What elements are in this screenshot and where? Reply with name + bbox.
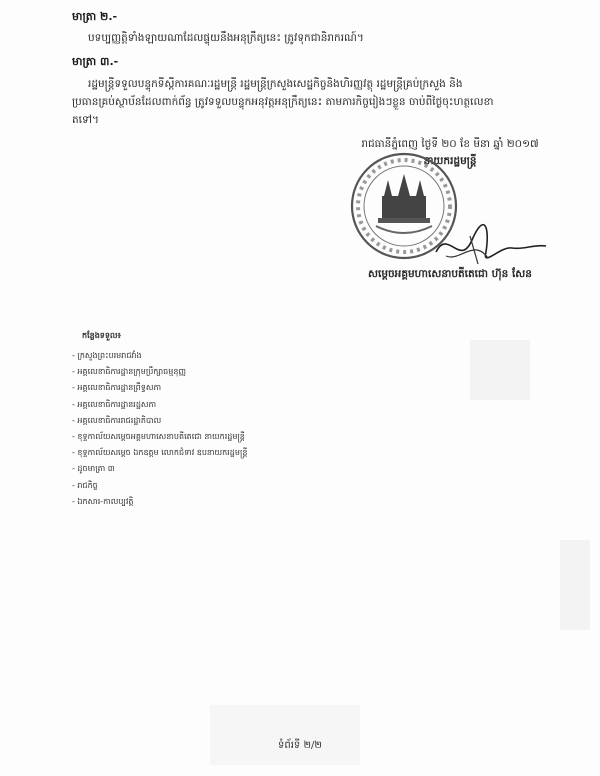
list-item: - រាជកិច្ច bbox=[72, 480, 98, 490]
list-item: - អគ្គលេខាធិការដ្ឋានព្រឹទ្ធសភា bbox=[72, 383, 162, 393]
article-3-heading: មាត្រា ៣.- bbox=[72, 55, 119, 68]
scan-shade bbox=[560, 540, 590, 630]
list-item: - អគ្គលេខាធិការដ្ឋានរដ្ឋសភា bbox=[72, 399, 157, 409]
signer-title: នាយករដ្ឋមន្ត្រី bbox=[423, 155, 477, 167]
article-2-heading: មាត្រា ២.- bbox=[72, 10, 118, 23]
list-item: - ខុទ្ទកាល័យសម្តេចអគ្គមហាសេនាបតីតេជោ នាយករដ្ឋមន្ត្រី bbox=[72, 431, 245, 441]
date-line: រាជធានីភ្នំពេញ ថ្ងៃទី ២០ ខែ មីនា ឆ្នាំ ២០១៧ bbox=[361, 138, 539, 150]
article-2-text: បទប្បញ្ញត្តិទាំងឡាយណាដែលផ្ទុយនឹងអនុក្រឹត្យនេះ ត្រូវទុកជានិរាករណ៍។ bbox=[88, 32, 364, 44]
list-item: - អគ្គលេខាធិការរាជរដ្ឋាភិបាល bbox=[72, 415, 162, 425]
list-item: - ឯកសារ-កាលប្បវត្តិ bbox=[72, 496, 134, 506]
recipients-title: កន្លែងទទួល៖ bbox=[82, 331, 122, 340]
article-3-line-3: តទៅ។ bbox=[72, 114, 99, 126]
scan-shade bbox=[210, 705, 360, 765]
list-item: - ដូចមាត្រា ៣ bbox=[72, 464, 115, 474]
list-item: - ក្រសួងព្រះបរមរាជវាំង bbox=[72, 351, 142, 360]
scan-shade bbox=[470, 340, 530, 400]
article-3-line-1: រដ្ឋមន្ត្រីទទួលបន្ទុកទីស្តីការគណៈរដ្ឋមន្ត្រី រដ្ឋមន្ត្រីក្រសួងសេដ្ឋកិច្ចនិងហិរញ្ញវត្ថុ រដ្ឋមន្ត្រីគ្រប់ក្រសួង និង bbox=[88, 78, 463, 90]
signer-name: សម្តេចអគ្គមហាសេនាបតីតេជោ ហ៊ុន សែន bbox=[368, 268, 532, 280]
article-3-line-2: ប្រធានគ្រប់ស្ថាប័នដែលពាក់ព័ន្ធ ត្រូវទទួលបន្ទុកអនុវត្តអនុក្រឹត្យនេះ តាមភារកិច្ចរៀងៗខ្លួន ចាប់ពីថ្ងៃចុះហត្ថលេខា bbox=[72, 96, 494, 108]
list-item: - ខុទ្ទកាល័យសម្តេច ឯកឧត្តម លោកជំទាវ ឧបនាយករដ្ឋមន្ត្រី bbox=[72, 448, 248, 458]
list-item: - អគ្គលេខាធិការដ្ឋានក្រុមប្រឹក្សាធម្មនុញ្ញ bbox=[72, 367, 187, 377]
page-number: ទំព័រទី ២/២ bbox=[278, 740, 322, 751]
recipients-list bbox=[72, 330, 247, 510]
